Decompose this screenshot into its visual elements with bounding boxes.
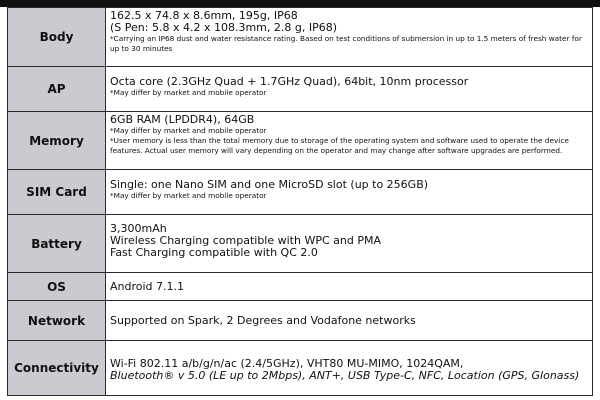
spec-line: Octa core (2.3GHz Quad + 1.7GHz Quad), 64bit, 10nm processor	[110, 75, 469, 88]
spec-value	[106, 8, 593, 67]
spec-row-os	[8, 273, 593, 301]
spec-label: Memory	[8, 112, 106, 170]
spec-label: AP	[8, 67, 106, 112]
spec-line: Wi-Fi 802.11 a/b/g/n/ac (2.4/5GHz), VHT80 MU-MIMO, 1024QAM,	[110, 357, 464, 370]
spec-label: Body	[8, 8, 106, 67]
spec-row-network	[8, 301, 593, 341]
spec-value	[106, 341, 593, 396]
spec-line: Fast Charging compatible with QC 2.0	[110, 246, 318, 259]
spec-line: Bluetooth® v 5.0 (LE up to 2Mbps), ANT+, USB Type-C, NFC, Location (GPS, Glonass)	[110, 369, 580, 382]
spec-line: 6GB RAM (LPDDR4), 64GB	[110, 113, 255, 126]
spec-row-ap	[8, 67, 593, 112]
spec-row-sim-card	[8, 170, 593, 215]
spec-row-body	[8, 8, 593, 67]
spec-label: Battery	[8, 215, 106, 273]
spec-row-battery	[8, 215, 593, 273]
top-border-bar	[0, 0, 600, 7]
spec-note: *User memory is less than the total memory due to storage of the operating system and software used to operate the device features. Actual user memory will vary depending on the operator and may change after software upgrades are performed.	[110, 136, 569, 155]
spec-note: *May differ by market and mobile operator	[110, 88, 267, 97]
spec-line: Supported on Spark, 2 Degrees and Vodafone networks	[110, 313, 416, 327]
spec-value	[106, 215, 593, 273]
spec-line: Android 7.1.1	[110, 279, 185, 293]
spec-value	[106, 273, 593, 301]
spec-note: *Carrying an IP68 dust and water resistance rating. Based on test conditions of submersion in up to 1.5 meters of fresh water for up to 30 minutes	[110, 34, 582, 53]
spec-table	[7, 7, 593, 396]
spec-label: OS	[8, 273, 106, 301]
spec-label: Connectivity	[8, 341, 106, 396]
spec-line: 3,300mAh	[110, 222, 167, 235]
spec-line: 162.5 x 74.8 x 8.6mm, 195g, IP68	[110, 9, 298, 22]
spec-note: *May differ by market and mobile operator	[110, 191, 267, 200]
spec-line: Wireless Charging compatible with WPC and PMA	[110, 234, 381, 247]
spec-value	[106, 301, 593, 341]
spec-line: Single: one Nano SIM and one MicroSD slot (up to 256GB)	[110, 178, 429, 191]
spec-value	[106, 67, 593, 112]
spec-note: *May differ by market and mobile operator	[110, 126, 267, 135]
spec-label: Network	[8, 301, 106, 341]
spec-label: SIM Card	[8, 170, 106, 215]
spec-row-connectivity	[8, 341, 593, 396]
spec-value	[106, 170, 593, 215]
spec-value	[106, 112, 593, 170]
spec-row-memory	[8, 112, 593, 170]
spec-line: (S Pen: 5.8 x 4.2 x 108.3mm, 2.8 g, IP68)	[110, 21, 337, 34]
